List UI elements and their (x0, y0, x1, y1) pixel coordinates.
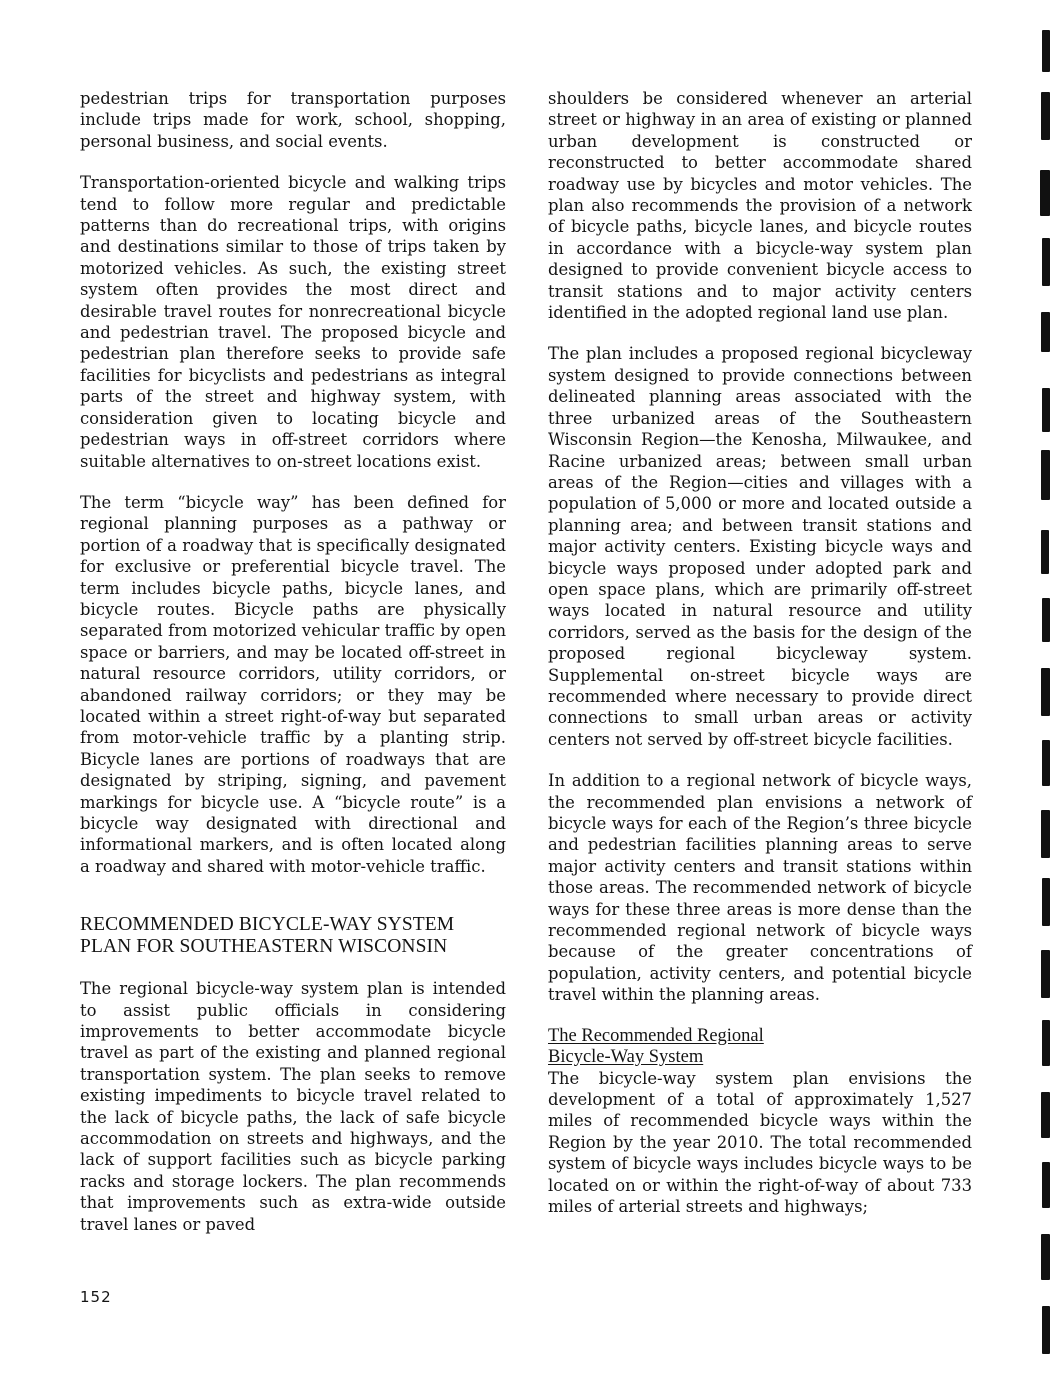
section-heading (80, 914, 506, 958)
paragraph: The plan includes a proposed regional bicycleway system designed to provide connections between delineated planning areas associated with the three urbanized areas of the Southeastern Wisconsin Region—the Kenosha, Milwaukee, and Racine urbanized areas; between small urban areas of the Region—cities and villages with a population of 5,000 or more and located outside a planning area; and between transit stations and major activity centers. Existing bicycle ways and bicycle ways proposed under adopted park and open space plans, which are primarily off-street ways located in natural resource and utility corridors, served as the basis for the design of the proposed regional bicycleway system. Supplemental on-street bicycle ways are recommended where necessary to provide direct connections to small urban areas or activity centers not served by off-street bicycle facilities. (548, 344, 972, 749)
binding-mark (1040, 170, 1050, 216)
binding-mark (1042, 388, 1050, 432)
subsection-heading (548, 1026, 972, 1068)
paragraph: Transportation-oriented bicycle and walking trips tend to follow more regular and predictable patterns than do recreational trips, with origins and destinations similar to those of trips taken by motorized vehicles. As such, the existing street system often provides the most direct and desirable travel routes for nonrecreational bicycle and pedestrian travel. The proposed bicycle and pedestrian plan therefore seeks to provide safe facilities for bicyclists and pedestrians as integral parts of the street and highway system, with consideration given to locating bicycle and pedestrian ways in off-street corridors where suitable alternatives to on-street locations exist. (80, 173, 506, 471)
binding-mark (1041, 450, 1050, 500)
binding-mark (1041, 312, 1050, 352)
subsection-heading-line: The Recommended Regional (548, 1025, 764, 1046)
left-column (80, 88, 506, 1255)
binding-mark (1042, 740, 1050, 786)
binding-mark (1042, 30, 1050, 72)
binding-mark (1042, 238, 1050, 286)
binding-edge-marks (1032, 0, 1062, 1380)
right-column (548, 88, 972, 1238)
binding-mark (1041, 1234, 1050, 1280)
binding-mark (1041, 530, 1049, 574)
binding-mark (1041, 810, 1050, 858)
binding-mark (1041, 668, 1050, 716)
subsection-heading-line: Bicycle-Way System (548, 1046, 704, 1067)
paragraph: The term “bicycle way” has been defined for regional planning purposes as a pathway or portion of a roadway that is specifically designated for exclusive or preferential bicycle travel. The term includes bicycle paths, bicycle lanes, and bicycle routes. Bicycle paths are physically separated from motorized vehicular traffic by open space or barriers, and may be located off-street in natural resource corridors, utility corridors, or abandoned railway corridors; or they may be located within a street right-of-way but separated from motor-vehicle traffic by a planting strip. Bicycle lanes are portions of roadways that are designated by striping, signing, and pavement markings for bicycle use. A “bicycle route” is a bicycle way designated with directional and informational markers, and is often located along a roadway and shared with motor-vehicle traffic. (80, 492, 506, 876)
binding-mark (1041, 92, 1050, 140)
binding-mark (1042, 598, 1050, 642)
binding-mark (1042, 1020, 1050, 1066)
binding-mark (1042, 878, 1050, 926)
binding-mark (1041, 1092, 1050, 1138)
paragraph: shoulders be considered whenever an arterial street or highway in an area of existing or planned urban development is constructed or reconstructed to better accommodate shared roadway use by bicycles and motor vehicles. The plan also recommends the provision of a network of bicycle paths, bicycle lanes, and bicycle routes in accordance with a bicycle-way system plan designed to provide convenient bicycle access to transit stations and to major activity centers identified in the adopted regional land use plan. (548, 89, 972, 323)
binding-mark (1041, 950, 1050, 998)
paragraph: pedestrian trips for transportation purposes include trips made for work, school, shopping, personal business, and social events. (80, 89, 506, 151)
paragraph: In addition to a regional network of bicycle ways, the recommended plan envisions a network of bicycle ways for each of the Region’s three bicycle and pedestrian facilities planning areas to serve major activity centers and transit stations within those areas. The recommended network of bicycle ways for these three areas is more dense than the recommended regional network of bicycle ways because of the greater concentrations of population, activity centers, and potential bicycle travel within the planning areas. (548, 771, 972, 1005)
paragraph: The bicycle-way system plan envisions the development of a total of approximately 1,527 miles of recommended bicycle ways within the Region by the year 2010. The total recommended system of bicycle ways includes bicycle ways to be located on or within the right-of-way of about 733 miles of arterial streets and highways; (548, 1068, 972, 1217)
binding-mark (1042, 1162, 1050, 1208)
paragraph: The regional bicycle-way system plan is intended to assist public officials in considering improvements to better accommodate bicycle travel as part of the existing and planned regional transportation system. The plan seeks to remove existing impediments to bicycle travel related to the lack of bicycle paths, the lack of safe bicycle accommodation on streets and highways, and the lack of support facilities such as bicycle parking racks and storage lockers. The plan recommends that improvements such as extra-wide outside travel lanes or paved (80, 979, 506, 1234)
section-heading-line: PLAN FOR SOUTHEASTERN WISCONSIN (80, 936, 448, 958)
binding-mark (1042, 1306, 1050, 1354)
page-number: 152 (80, 1288, 112, 1306)
section-heading-line: RECOMMENDED BICYCLE-WAY SYSTEM (80, 914, 455, 936)
